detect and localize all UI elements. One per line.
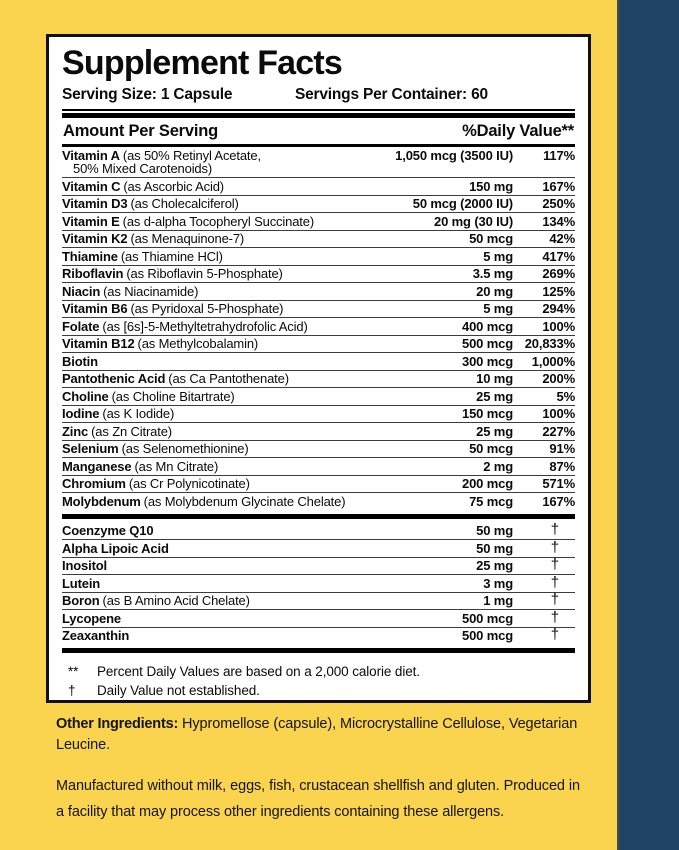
nutrient-amount: 400 mcg: [462, 318, 513, 334]
nutrient-name: Vitamin K2 (as Menaquinone-7): [62, 231, 245, 246]
nutrient-row: [62, 196, 575, 214]
nutrient-daily-value: 117%: [543, 147, 575, 163]
allergen-statement: Manufactured without milk, eggs, fish, crustacean shellfish and gluten. Produced in a facility that may process other ingredients containing these allergens.: [56, 778, 580, 820]
nutrient-row: [62, 523, 575, 541]
nutrient-name: Selenium (as Selenomethionine): [62, 441, 249, 456]
nutrient-name: Zeaxanthin: [62, 628, 130, 643]
nutrient-name: Alpha Lipoic Acid: [62, 540, 169, 556]
amount-per-serving-header: Amount Per Serving: [63, 122, 219, 140]
nutrient-daily-value: 269%: [542, 266, 575, 281]
nutrient-daily-value: 571%: [542, 476, 575, 491]
nutrient-name: Choline (as Choline Bitartrate): [62, 388, 235, 404]
nutrient-amount: 50 mcg: [469, 441, 513, 456]
nutrient-amount: 150 mg: [469, 178, 513, 194]
nutrient-daily-value: 167%: [542, 178, 575, 194]
nutrient-name: Iodine (as K Iodide): [62, 406, 175, 421]
nutrient-daily-value: †: [550, 538, 559, 556]
nutrient-name: Vitamin C (as Ascorbic Acid): [62, 178, 224, 194]
nutrient-row: [62, 593, 575, 611]
nutrient-daily-value: 100%: [542, 318, 575, 334]
thick-divider-top: [62, 109, 575, 118]
nutrient-amount: 10 mg: [476, 371, 513, 386]
nutrient-row: [62, 493, 575, 510]
nutrient-name: Boron (as B Amino Acid Chelate): [62, 593, 250, 608]
nutrient-daily-value: 294%: [542, 301, 575, 316]
nutrient-row: [62, 213, 575, 231]
footnote-text: Percent Daily Values are based on a 2,000 calorie diet.: [97, 664, 420, 679]
nutrient-amount: 2 mg: [483, 458, 513, 474]
nutrient-daily-value: 5%: [556, 388, 575, 404]
nutrient-row: [62, 301, 575, 319]
nutrient-name: Vitamin E (as d-alpha Tocopheryl Succinate): [62, 213, 315, 229]
table-header-row: [62, 118, 575, 147]
nutrient-amount: 150 mcg: [462, 406, 513, 421]
nutrient-amount: 200 mcg: [462, 476, 513, 491]
nutrient-name: Biotin: [62, 353, 98, 369]
nutrient-daily-value: 1,000%: [531, 353, 575, 369]
nutrient-row: [62, 266, 575, 284]
nutrient-name: Lycopene: [62, 610, 122, 626]
nutrient-amount: 75 mcg: [469, 493, 513, 509]
other-ingredients-text: Hypromellose (capsule), Microcrystalline Cellulose, Vegetarian Leucine.: [56, 716, 578, 753]
footnote-marker: †: [68, 683, 76, 698]
other-ingredients-label: Other Ingredients:: [56, 716, 179, 732]
nutrient-name: Vitamin B6 (as Pyridoxal 5-Phosphate): [62, 301, 284, 316]
nutrient-row: [62, 248, 575, 266]
footnote-text: Daily Value not established.: [97, 683, 260, 698]
nutrient-table-secondary: [62, 523, 575, 645]
servings-per-container: Servings Per Container: 60: [295, 86, 488, 103]
nutrient-daily-value: 200%: [542, 371, 575, 386]
nutrient-amount: 5 mg: [483, 301, 513, 316]
blue-side-strip: [617, 0, 679, 850]
nutrient-name: Thiamine (as Thiamine HCl): [62, 248, 223, 264]
nutrient-row: [62, 476, 575, 494]
nutrient-daily-value: †: [550, 573, 559, 591]
nutrient-daily-value: †: [550, 521, 559, 538]
supplement-facts-panel: [46, 34, 591, 703]
nutrient-amount: 500 mcg: [462, 628, 513, 643]
nutrient-amount: 50 mcg: [469, 231, 513, 246]
nutrient-name: Vitamin B12 (as Methylcobalamin): [62, 336, 259, 351]
nutrient-amount: 25 mg: [476, 558, 513, 573]
nutrient-row: [62, 147, 575, 178]
nutrient-row: [62, 628, 575, 645]
nutrient-amount: 20 mg: [476, 283, 513, 299]
nutrient-row: [62, 540, 575, 558]
thick-divider-middle: [62, 514, 575, 519]
nutrient-daily-value: †: [550, 556, 559, 573]
nutrient-amount: 50 mcg (2000 IU): [412, 196, 513, 211]
nutrient-daily-value: 42%: [549, 231, 575, 246]
nutrient-name: Vitamin D3 (as Cholecalciferol): [62, 196, 239, 211]
nutrient-amount: 3 mg: [483, 575, 513, 591]
nutrient-row: [62, 178, 575, 196]
nutrient-row: [62, 441, 575, 459]
nutrient-daily-value: 250%: [542, 196, 575, 211]
nutrient-daily-value: †: [550, 608, 559, 626]
nutrient-daily-value: 134%: [542, 213, 575, 229]
nutrient-row: [62, 231, 575, 249]
nutrient-daily-value: 100%: [542, 406, 575, 421]
nutrient-amount: 300 mcg: [462, 353, 513, 369]
nutrient-row: [62, 388, 575, 406]
nutrient-row: [62, 406, 575, 424]
nutrient-amount: 20 mg (30 IU): [434, 213, 513, 229]
nutrient-daily-value: 227%: [542, 423, 575, 439]
nutrient-amount: 1 mg: [483, 593, 513, 608]
nutrient-row: [62, 458, 575, 476]
nutrient-row: [62, 423, 575, 441]
footnotes: [62, 657, 575, 700]
nutrient-row: [62, 336, 575, 354]
nutrient-daily-value: 417%: [542, 248, 575, 264]
nutrient-row: [62, 283, 575, 301]
nutrient-daily-value: 125%: [542, 283, 575, 299]
thick-divider-bottom: [62, 648, 575, 653]
nutrient-daily-value: 20,833%: [524, 336, 575, 351]
nutrient-amount: 25 mg: [476, 388, 513, 404]
nutrient-amount: 1,050 mcg (3500 IU): [395, 147, 513, 163]
nutrient-name: Niacin (as Niacinamide): [62, 283, 199, 299]
label-title: Supplement Facts: [62, 44, 343, 82]
nutrient-name: Zinc (as Zn Citrate): [62, 423, 172, 439]
nutrient-amount: 500 mcg: [462, 610, 513, 626]
footnote-marker: **: [68, 664, 79, 679]
nutrient-amount: 5 mg: [483, 248, 513, 264]
nutrient-daily-value: 91%: [549, 441, 575, 456]
other-ingredients: [56, 714, 580, 756]
nutrient-name: Inositol: [62, 558, 108, 573]
nutrient-amount: 25 mg: [476, 423, 513, 439]
nutrient-name: Vitamin A (as 50% Retinyl Acetate, 50% Mixed Carotenoids): [62, 147, 261, 176]
nutrient-amount: 50 mg: [476, 523, 513, 538]
nutrient-table-main: [62, 147, 575, 510]
nutrient-row: [62, 575, 575, 593]
nutrient-name: Molybdenum (as Molybdenum Glycinate Chelate): [62, 493, 346, 509]
nutrient-daily-value: 167%: [542, 493, 575, 509]
nutrient-name: Coenzyme Q10: [62, 523, 154, 538]
nutrient-name: Lutein: [62, 575, 101, 591]
nutrient-daily-value: 87%: [549, 458, 575, 474]
nutrient-name: Chromium (as Cr Polynicotinate): [62, 476, 250, 491]
nutrient-row: [62, 353, 575, 371]
nutrient-row: [62, 371, 575, 389]
footnote-dagger: [68, 681, 575, 700]
nutrient-name: Folate (as [6s]-5-Methyltetrahydrofolic Acid): [62, 318, 308, 334]
nutrient-amount: 3.5 mg: [472, 266, 513, 281]
nutrient-amount: 500 mcg: [462, 336, 513, 351]
nutrient-name: Pantothenic Acid (as Ca Pantothenate): [62, 371, 289, 386]
serving-size: Serving Size: 1 Capsule: [62, 86, 233, 103]
nutrient-daily-value: †: [550, 626, 559, 643]
nutrient-amount: 50 mg: [476, 540, 513, 556]
footnote-daily-values: [68, 662, 575, 681]
nutrient-row: [62, 318, 575, 336]
nutrient-daily-value: †: [550, 591, 559, 608]
nutrient-name: Riboflavin (as Riboflavin 5-Phosphate): [62, 266, 283, 281]
nutrient-row: [62, 558, 575, 576]
daily-value-header: %Daily Value**: [462, 122, 574, 140]
nutrient-name: Manganese (as Mn Citrate): [62, 458, 219, 474]
bottom-text-block: [56, 714, 580, 825]
nutrient-row: [62, 610, 575, 628]
serving-info-row: [62, 86, 575, 104]
